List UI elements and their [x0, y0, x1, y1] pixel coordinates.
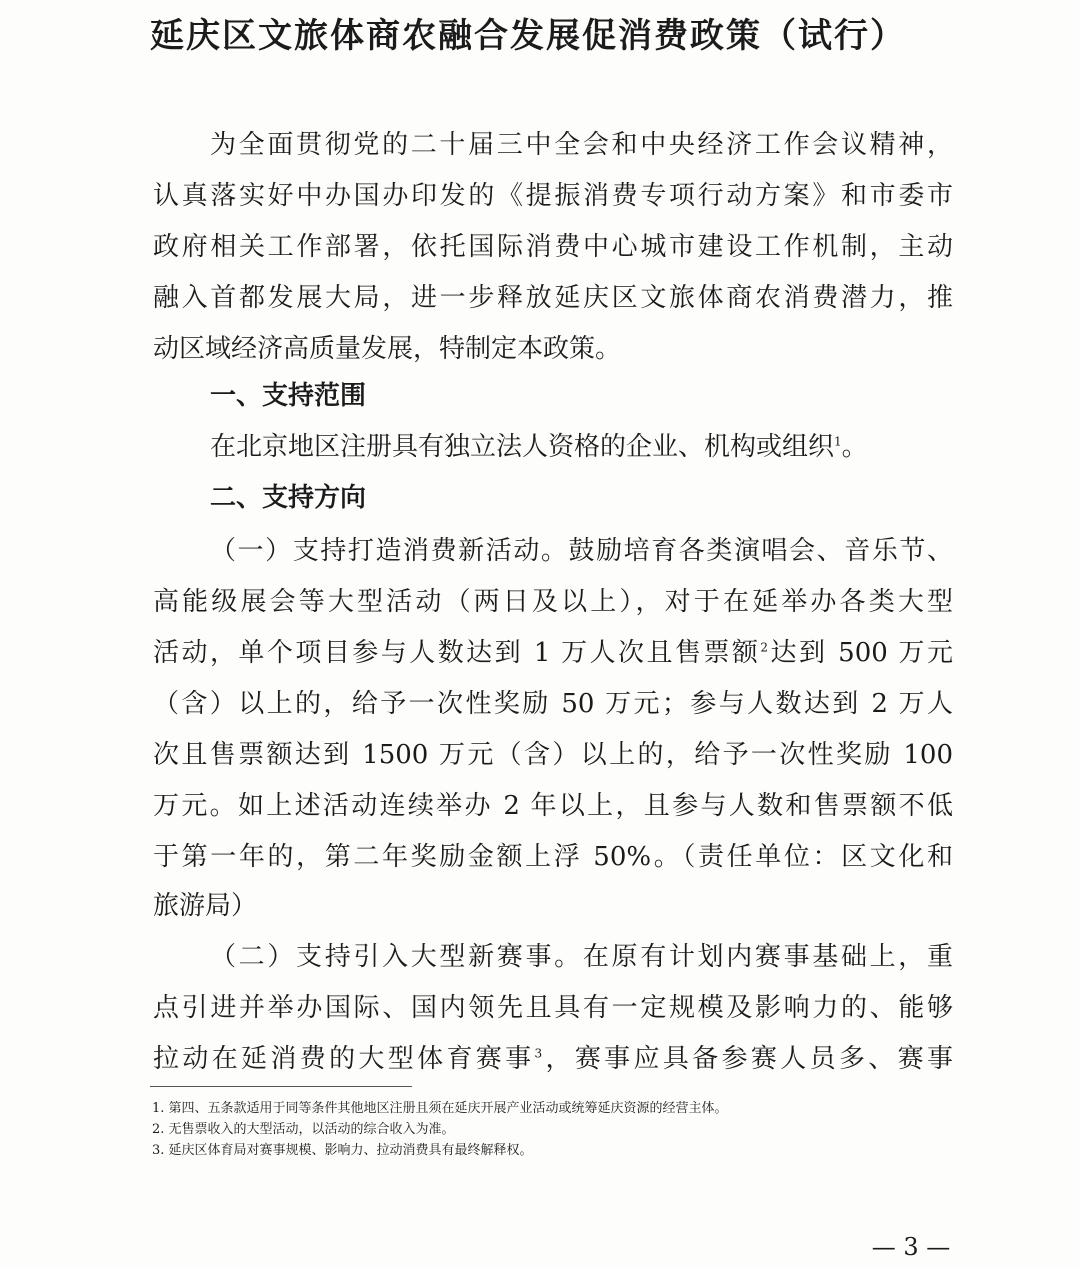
item-2-line-2: 点引进并举办国际、国内领先且具有一定规模及影响力的、能够 [153, 993, 953, 1023]
item-1-line-3: 活动，单个项目参与人数达到 1 万人次且售票额$^2$达到 500 万元 [153, 638, 953, 668]
intro-line-2: 认真落实好中办国办印发的《提振消费专项行动方案》和市委市 [153, 181, 953, 211]
item-1-line-2: 高能级展会等大型活动（两日及以上），对于在延举办各类大型 [153, 587, 953, 617]
document-title: 延庆区文旅体商农融合发展促消费政策（试行） [150, 16, 906, 56]
footnote-ref-3: 3 [534, 1046, 543, 1061]
item-2-line-3: 拉动在延消费的大型体育赛事$^3$，赛事应具备参赛人员多、赛事 [153, 1044, 953, 1074]
section-2-heading: 二、支持方向 [210, 483, 367, 513]
item-1-line-6: 万元。如上述活动连续举办 2 年以上，且参与人数和售票额不低 [153, 791, 953, 821]
section-1-body: 在北京地区注册具有独立法人资格的企业、机构或组织$^1$。 [210, 432, 868, 462]
footnote-1: 1. 第四、五条款适用于同等条件其他地区注册且须在延庆开展产业活动或统筹延庆资源的经营主体。 [152, 1101, 728, 1116]
item-1-line-4: （含）以上的，给予一次性奖励 50 万元；参与人数达到 2 万人 [153, 689, 953, 719]
footnote-2: 2. 无售票收入的大型活动，以活动的综合收入为准。 [152, 1122, 455, 1137]
footnote-ref-1: 1 [834, 434, 842, 449]
intro-line-3: 政府相关工作部署，依托国际消费中心城市建设工作机制，主动 [153, 232, 953, 262]
section-1-heading: 一、支持范围 [210, 381, 367, 411]
item-1-line-8: 旅游局） [153, 891, 258, 921]
intro-line-4: 融入首都发展大局，进一步释放延庆区文旅体商农消费潜力，推 [153, 283, 953, 313]
footnote-ref-2: 2 [760, 640, 769, 655]
item-1-line-7: 于第一年的，第二年奖励金额上浮 50%。（责任单位：区文化和 [153, 842, 953, 872]
footnote-separator [150, 1086, 412, 1087]
intro-line-1: 为全面贯彻党的二十届三中全会和中央经济工作会议精神， [210, 130, 953, 160]
footnote-3: 3. 延庆区体育局对赛事规模、影响力、拉动消费具有最终解释权。 [152, 1143, 533, 1158]
intro-line-5: 动区域经济高质量发展，特制定本政策。 [153, 334, 622, 364]
item-1-line-5: 次且售票额达到 1500 万元（含）以上的，给予一次性奖励 100 [153, 740, 953, 770]
item-1-line-1: （一）支持打造消费新活动。鼓励培育各类演唱会、音乐节、 [210, 536, 953, 566]
page-number: — 3 — [871, 1233, 951, 1261]
item-2-line-1: （二）支持引入大型新赛事。在原有计划内赛事基础上，重 [210, 942, 953, 972]
